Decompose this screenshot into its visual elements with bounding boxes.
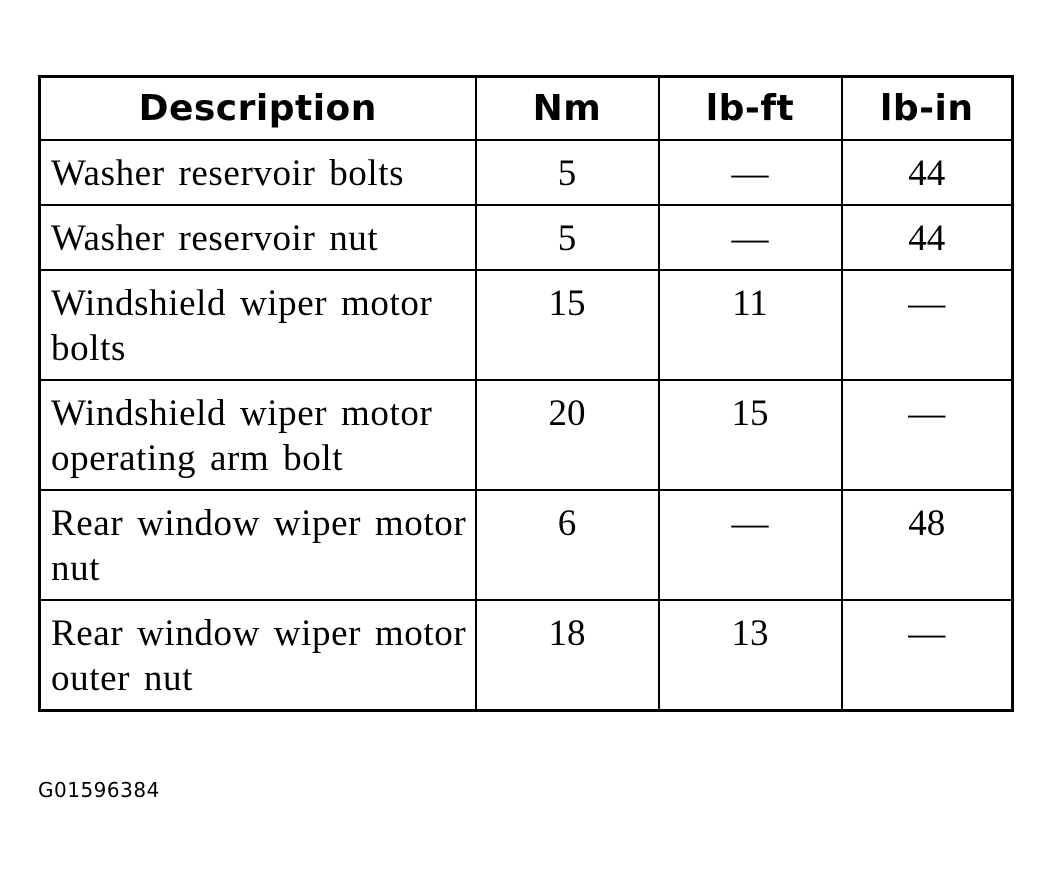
- table-row: [40, 270, 1013, 380]
- row-nm: 20: [476, 380, 659, 490]
- row-description: Washer reservoir nut: [40, 205, 476, 270]
- header-lbin: lb-in: [842, 77, 1013, 141]
- row-lbin: —: [842, 380, 1013, 490]
- row-lbft: 15: [659, 380, 842, 490]
- row-lbft: —: [659, 205, 842, 270]
- row-lbin: —: [842, 600, 1013, 711]
- row-description: Windshield wiper motor bolts: [40, 270, 476, 380]
- row-description: Washer reservoir bolts: [40, 140, 476, 205]
- row-nm: 18: [476, 600, 659, 711]
- figure-code: G01596384: [38, 778, 160, 802]
- row-lbft: —: [659, 490, 842, 600]
- table-row: [40, 600, 1013, 711]
- torque-spec-table: [38, 75, 1014, 712]
- table-row: [40, 380, 1013, 490]
- header-row: [40, 77, 1013, 141]
- row-lbin: 44: [842, 205, 1013, 270]
- row-nm: 15: [476, 270, 659, 380]
- row-nm: 6: [476, 490, 659, 600]
- header-nm: Nm: [476, 77, 659, 141]
- table-row: [40, 205, 1013, 270]
- row-lbin: 44: [842, 140, 1013, 205]
- row-description: Rear window wiper motor nut: [40, 490, 476, 600]
- table-row: [40, 140, 1013, 205]
- row-nm: 5: [476, 205, 659, 270]
- row-lbin: 48: [842, 490, 1013, 600]
- header-description: Description: [40, 77, 476, 141]
- row-lbin: —: [842, 270, 1013, 380]
- row-lbft: 13: [659, 600, 842, 711]
- row-lbft: —: [659, 140, 842, 205]
- row-nm: 5: [476, 140, 659, 205]
- row-description: Windshield wiper motor operating arm bolt: [40, 380, 476, 490]
- table-row: [40, 490, 1013, 600]
- row-lbft: 11: [659, 270, 842, 380]
- header-lbft: lb-ft: [659, 77, 842, 141]
- row-description: Rear window wiper motor outer nut: [40, 600, 476, 711]
